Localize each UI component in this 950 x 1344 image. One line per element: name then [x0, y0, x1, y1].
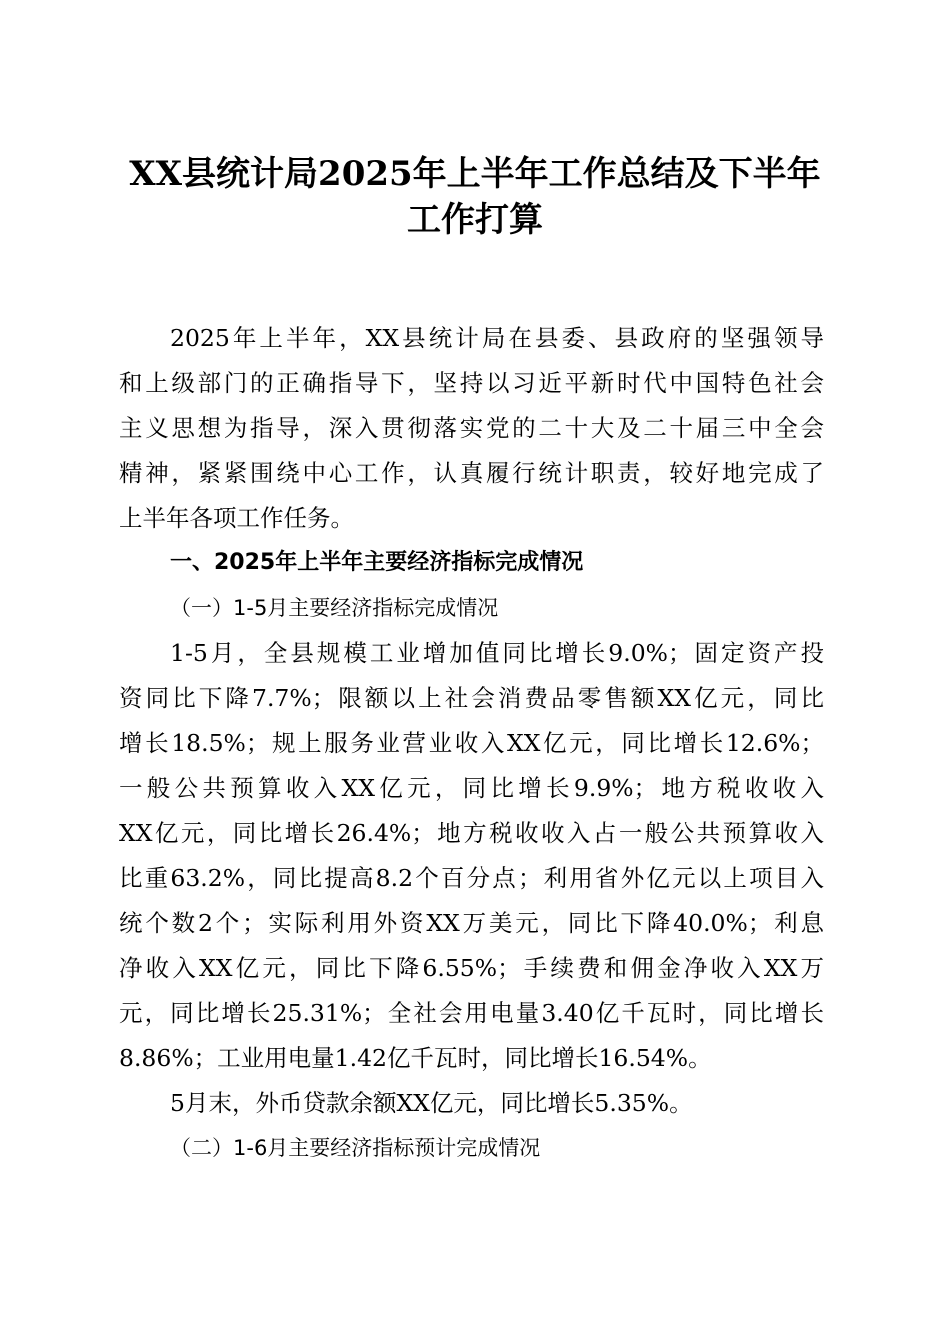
body-line: 一般公共预算收入XX亿元，同比增长9.9%；地方税收收入 [119, 774, 824, 802]
body-line: 统个数2个；实际利用外资XX万美元，同比下降40.0%；利息 [119, 909, 824, 937]
section-heading: 一、2025年上半年主要经济指标完成情况 [170, 550, 584, 575]
body-line: 5月末，外币贷款余额XX亿元，同比增长5.35%。 [170, 1089, 693, 1117]
intro-line: 上半年各项工作任务。 [119, 504, 354, 532]
document-title-line-1: XX县统计局2025年上半年工作总结及下半年 [129, 154, 821, 194]
subsection-heading: （二）1-6月主要经济指标预计完成情况 [170, 1136, 541, 1160]
body-line: 资同比下降7.7%；限额以上社会消费品零售额XX亿元，同比 [119, 684, 824, 712]
intro-line: 和上级部门的正确指导下，坚持以习近平新时代中国特色社会 [119, 369, 824, 397]
intro-line: 主义思想为指导，深入贯彻落实党的二十大及二十届三中全会 [119, 414, 824, 442]
body-line: 1-5月，全县规模工业增加值同比增长9.0%；固定资产投 [170, 639, 824, 667]
body-line: 增长18.5%；规上服务业营业收入XX亿元，同比增长12.6%； [119, 729, 824, 757]
body-line: 8.86%；工业用电量1.42亿千瓦时，同比增长16.54%。 [119, 1044, 712, 1072]
subsection-heading: （一）1-5月主要经济指标完成情况 [170, 596, 499, 620]
body-line: 净收入XX亿元，同比下降6.55%；手续费和佣金净收入XX万 [119, 954, 824, 982]
intro-line: 精神，紧紧围绕中心工作，认真履行统计职责，较好地完成了 [119, 459, 824, 487]
intro-line: 2025年上半年，XX县统计局在县委、县政府的坚强领导 [170, 324, 824, 352]
body-line: 元，同比增长25.31%；全社会用电量3.40亿千瓦时，同比增长 [119, 999, 824, 1027]
body-line: 比重63.2%，同比提高8.2个百分点；利用省外亿元以上项目入 [119, 864, 824, 892]
document-title-line-2: 工作打算 [407, 200, 543, 240]
body-line: XX亿元，同比增长26.4%；地方税收收入占一般公共预算收入 [119, 819, 824, 847]
